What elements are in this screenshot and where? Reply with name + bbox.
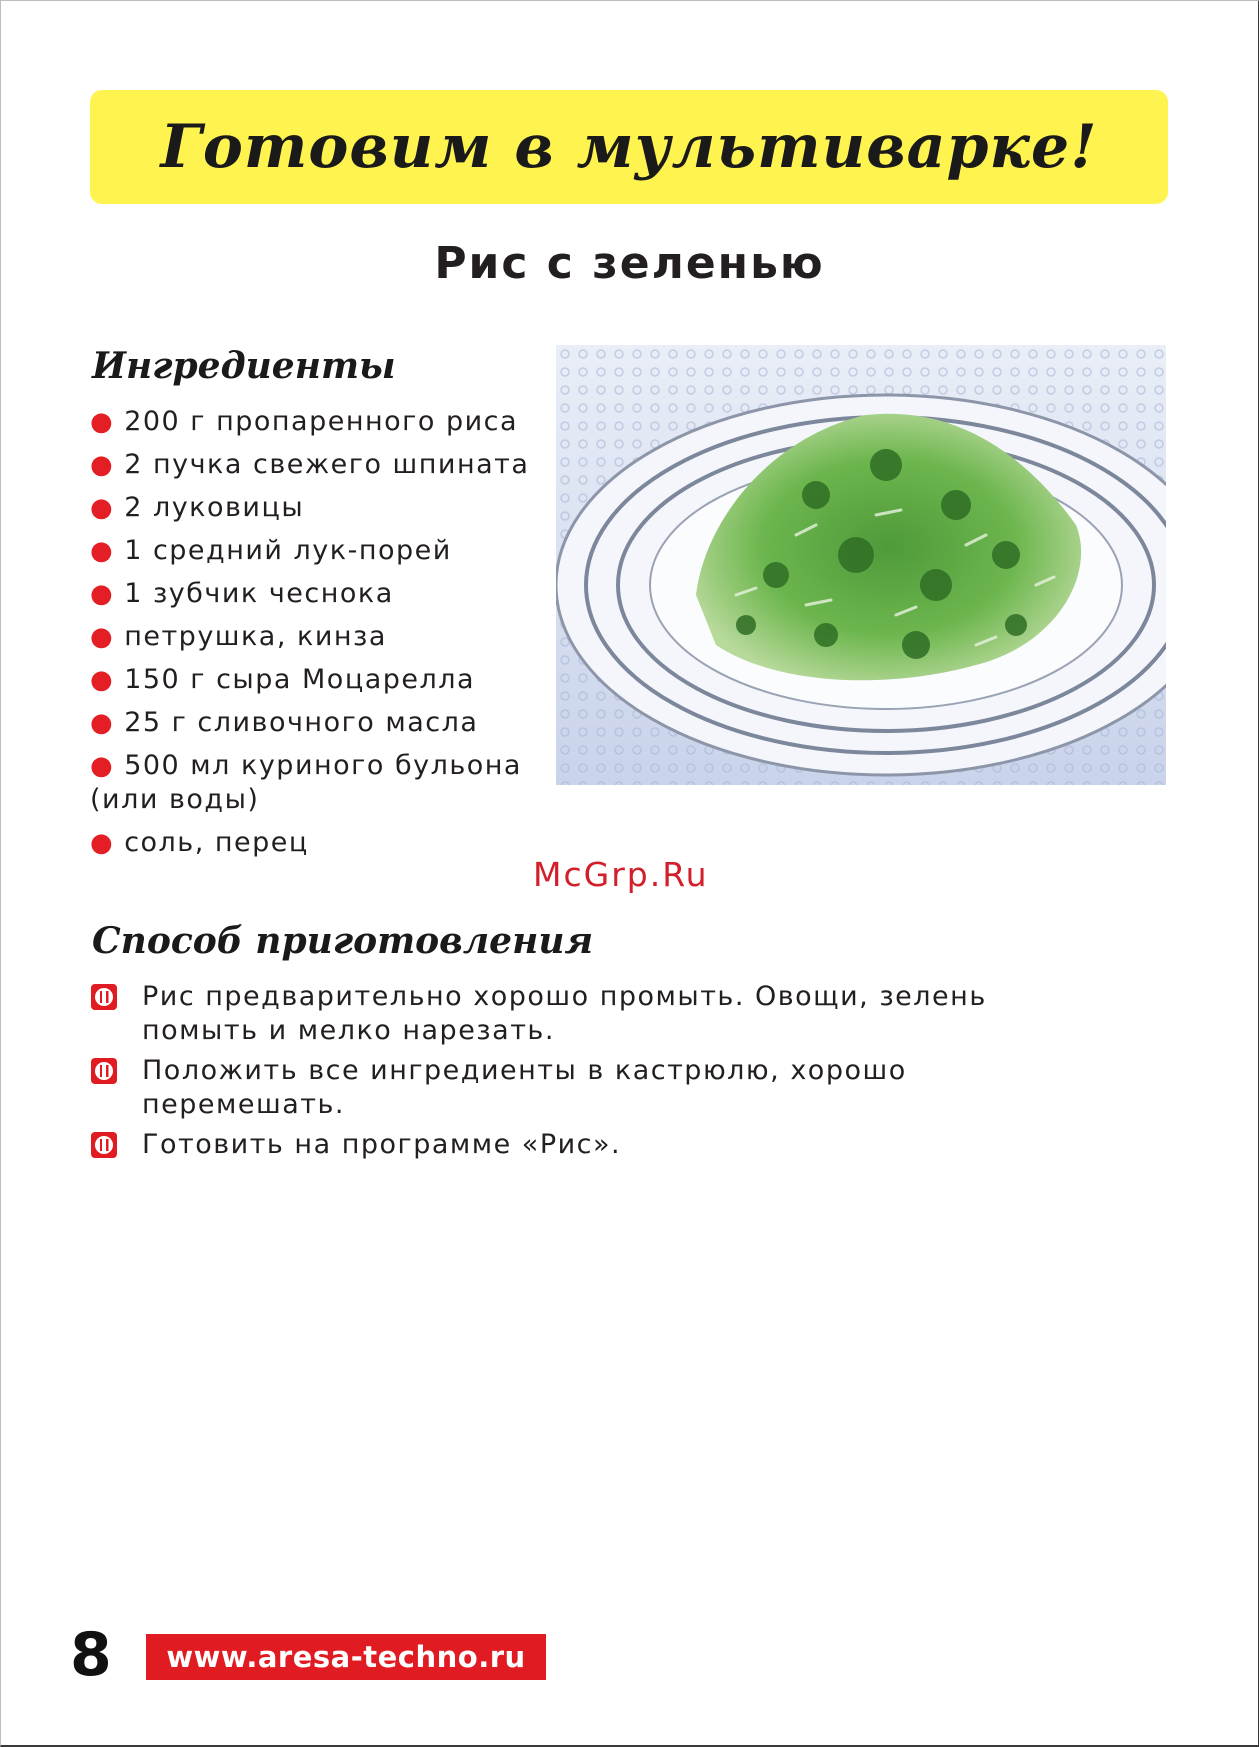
- ingredient-item: ● 2 луковицы: [90, 492, 305, 523]
- dish-illustration: [556, 345, 1166, 785]
- page-number: 8: [70, 1620, 112, 1690]
- ingredient-item: ● 200 г пропаренного риса: [90, 406, 519, 437]
- red-dot-bullet-icon: ●: [90, 493, 115, 523]
- ingredient-item: ● петрушка, кинза: [90, 621, 387, 652]
- ingredient-item: ● 1 зубчик чеснока: [90, 578, 394, 609]
- ingredient-item: ● 2 пучка свежего шпината: [90, 449, 530, 480]
- method-step: Готовить на программе «Рис».: [90, 1128, 1110, 1162]
- red-dot-bullet-icon: ●: [90, 751, 115, 781]
- fork-knife-icon: [90, 1131, 118, 1159]
- header-banner: [90, 90, 1168, 204]
- red-dot-bullet-icon: ●: [90, 828, 115, 858]
- banner-title: Готовим в мультиварке!: [160, 112, 1098, 182]
- ingredient-item: ● 25 г сливочного масла: [90, 707, 479, 738]
- ingredient-item: ● 1 средний лук-порей: [90, 535, 452, 566]
- ingredient-item: ● 150 г сыра Моцарелла: [90, 664, 476, 695]
- website-link[interactable]: www.aresa-techno.ru: [146, 1634, 546, 1680]
- rice-with-greens-photo: [556, 345, 1166, 785]
- method-step: Рис предварительно хорошо промыть. Овощи, зелень помыть и мелко нарезать.: [90, 980, 1110, 1048]
- fork-knife-icon: [90, 983, 118, 1011]
- method-heading: Способ приготовления: [92, 920, 594, 962]
- ingredients-list: [90, 405, 530, 869]
- method-step: Положить все ингредиенты в кастрюлю, хорошо перемешать.: [90, 1054, 1110, 1122]
- red-dot-bullet-icon: ●: [90, 622, 115, 652]
- red-dot-bullet-icon: ●: [90, 450, 115, 480]
- fork-knife-icon: [90, 1057, 118, 1085]
- method-steps: [90, 980, 1110, 1168]
- red-dot-bullet-icon: ●: [90, 708, 115, 738]
- ingredient-item: ● соль, перец: [90, 827, 309, 858]
- watermark: McGrp.Ru: [533, 855, 709, 894]
- recipe-title: Рис с зеленью: [434, 238, 825, 289]
- red-dot-bullet-icon: ●: [90, 665, 115, 695]
- ingredient-item: ● 500 мл куриного бульона (или воды): [90, 750, 522, 815]
- red-dot-bullet-icon: ●: [90, 579, 115, 609]
- red-dot-bullet-icon: ●: [90, 407, 115, 437]
- red-dot-bullet-icon: ●: [90, 536, 115, 566]
- ingredients-heading: Ингредиенты: [92, 345, 396, 387]
